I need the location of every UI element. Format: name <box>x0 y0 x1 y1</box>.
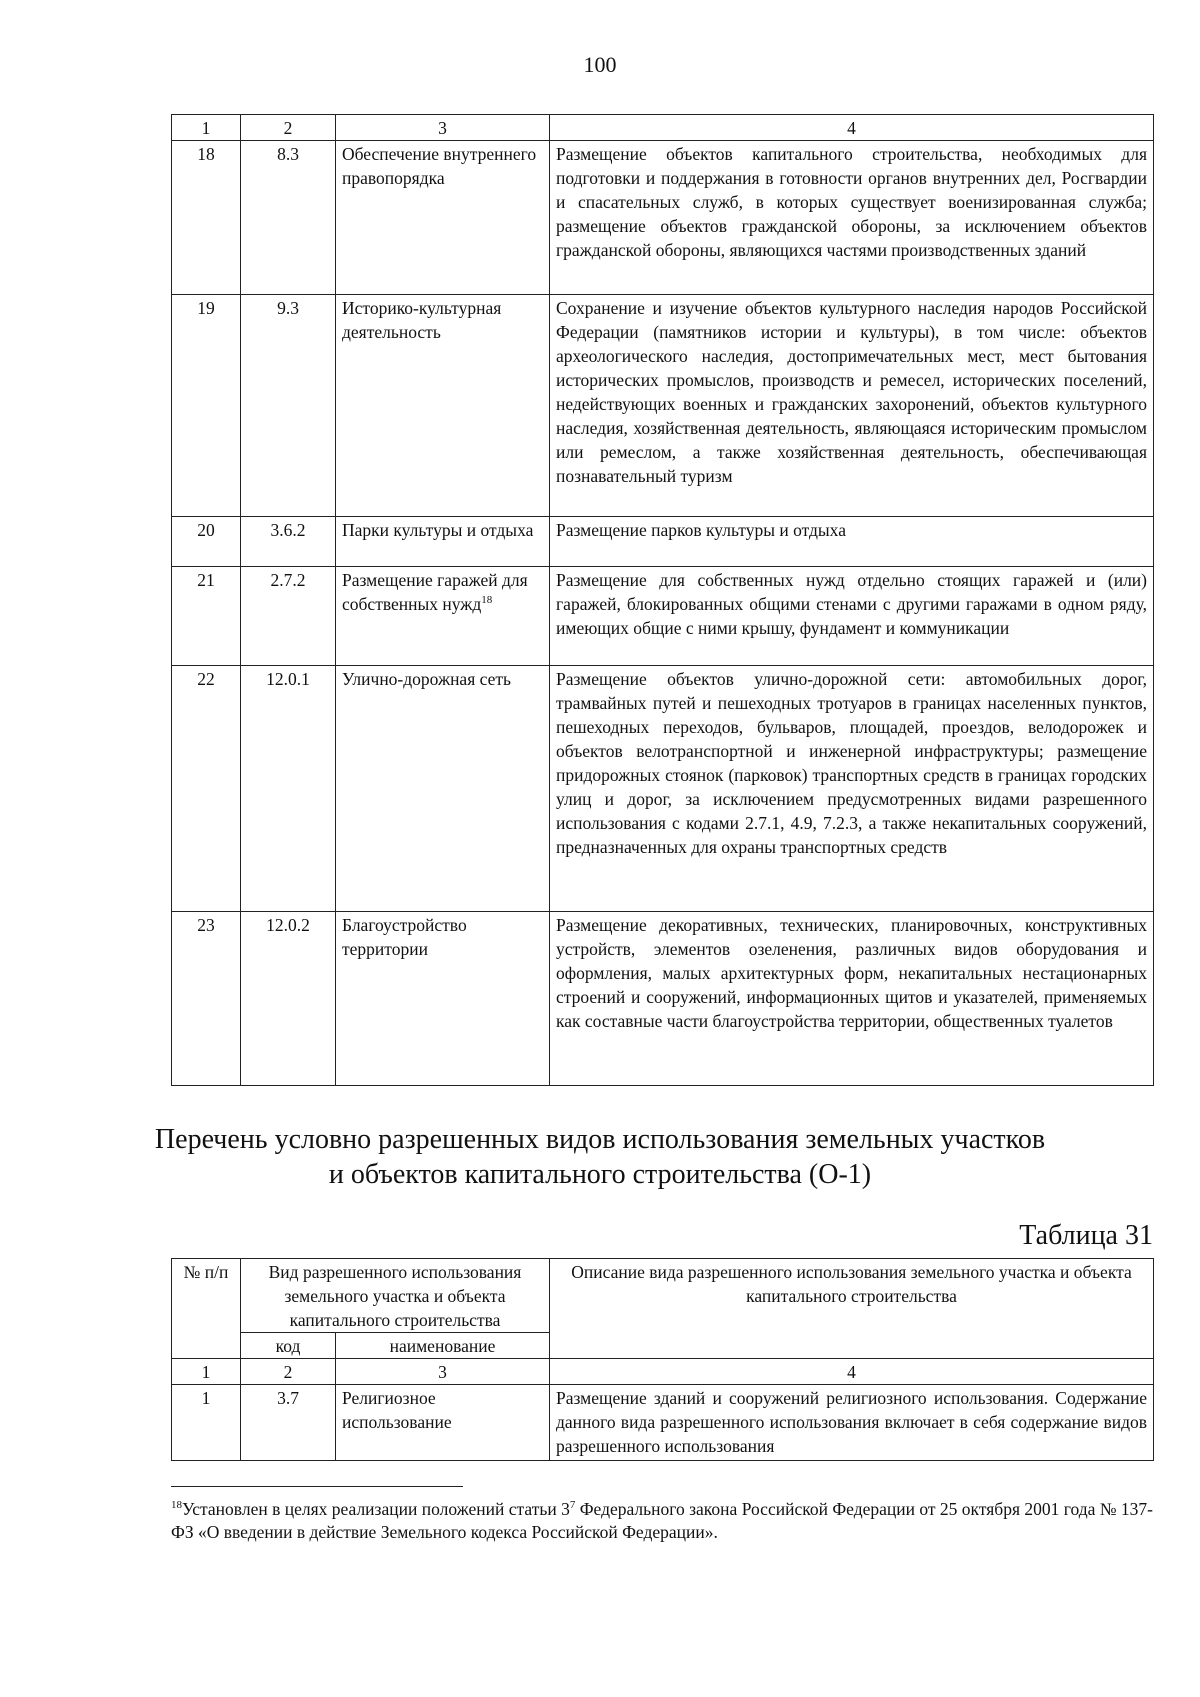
table-caption: Таблица 31 <box>1019 1220 1153 1251</box>
column-number-cell: 1 <box>172 115 241 141</box>
row-name-cell: Религиозное использование <box>336 1385 550 1461</box>
row-name-text: Размещение гаражей для собственных нужд <box>342 570 528 614</box>
column-number-cell: 2 <box>241 115 336 141</box>
section-title-line: Перечень условно разрешенных видов использования земельных участков <box>154 1124 1046 1155</box>
column-number-cell: 3 <box>336 1359 550 1385</box>
column-number-cell: 3 <box>336 115 550 141</box>
table-row <box>172 517 1154 567</box>
row-name-cell: Парки культуры и отдыха <box>336 517 550 567</box>
table-row <box>172 295 1154 517</box>
table-column-number-row <box>172 115 1154 141</box>
header-description-cell: Описание вида разрешенного использования земельного участка и объекта капитального строительства <box>550 1259 1154 1359</box>
page-number: 100 <box>583 52 617 77</box>
header-kind-cell: Вид разрешенного использования земельного участка и объекта капитального строительства <box>241 1259 550 1333</box>
row-number-cell: 22 <box>172 666 241 912</box>
footnote <box>171 1498 1153 1544</box>
row-description-cell: Размещение зданий и сооружений религиозного использования. Содержание данного вида разрешенного использования включает в себя содержание видов разрешенного использования <box>550 1385 1154 1461</box>
header-code-cell: код <box>241 1333 336 1359</box>
table-row <box>172 912 1154 1086</box>
row-code-cell: 8.3 <box>241 141 336 295</box>
row-description-cell: Размещение для собственных нужд отдельно стоящих гаражей и (или) гаражей, блокированных общими стенами с другими гаражами в одном ряду, имеющих общие с ними крышу, фундамент и коммуникации <box>550 567 1154 666</box>
row-number-cell: 19 <box>172 295 241 517</box>
row-code-cell: 9.3 <box>241 295 336 517</box>
row-name-cell: Улично-дорожная сеть <box>336 666 550 912</box>
column-number-cell: 4 <box>550 115 1154 141</box>
row-code-cell: 3.6.2 <box>241 517 336 567</box>
row-code-cell: 12.0.2 <box>241 912 336 1086</box>
table-row <box>172 567 1154 666</box>
row-number-cell: 1 <box>172 1385 241 1461</box>
row-name-cell <box>336 567 550 666</box>
row-description-cell: Размещение парков культуры и отдыха <box>550 517 1154 567</box>
row-code-cell: 3.7 <box>241 1385 336 1461</box>
row-description-cell: Размещение объектов улично-дорожной сети: автомобильных дорог, трамвайных путей и пешеходных тротуаров в границах населенных пунктов, пешеходных переходов, бульваров, площадей, проездов, велодорожек и объектов велотранспортной и инженерной инфраструктуры; размещение придорожных стоянок (парковок) транспортных средств в границах городских улиц и дорог, за исключением предусмотренных видами разрешенного использования с кодами 2.7.1, 4.9, 7.2.3, а также некапитальных сооружений, предназначенных для охраны транспортных средств <box>550 666 1154 912</box>
section-title <box>0 1122 1200 1192</box>
table-column-number-row <box>172 1359 1154 1385</box>
row-name-cell: Историко-культурная деятельность <box>336 295 550 517</box>
row-name-cell: Обеспечение внутреннего правопорядка <box>336 141 550 295</box>
row-name-cell: Благоустройство территории <box>336 912 550 1086</box>
table-row <box>172 141 1154 295</box>
row-number-cell: 20 <box>172 517 241 567</box>
footnote-marker: 18 <box>171 1499 182 1512</box>
row-description-cell: Размещение объектов капитального строительства, необходимых для подготовки и поддержания в готовности органов внутренних дел, Росгвардии и спасательных служб, в которых существует военизированная служба; размещение объектов гражданской обороны, за исключением объектов гражданской обороны, являющихся частями производственных зданий <box>550 141 1154 295</box>
row-description-cell: Сохранение и изучение объектов культурного наследия народов Российской Федерации (памятников истории и культуры), в том числе: объектов археологического наследия, достопримечательных мест, мест бытования исторических промыслов, производств и ремесел, исторических поселений, недействующих военных и гражданских захоронений, объектов культурного наследия, хозяйственная деятельность, являющаяся историческим промыслом или ремеслом, а также хозяйственная деятельность, обеспечивающая познавательный туризм <box>550 295 1154 517</box>
footnote-separator <box>171 1486 463 1487</box>
row-number-cell: 18 <box>172 141 241 295</box>
footnote-text: Установлен в целях реализации положений статьи 3 <box>182 1499 570 1519</box>
column-number-cell: 4 <box>550 1359 1154 1385</box>
footnote-text-continued: Федерального закона Российской Федерации от 25 октября 2001 года № 137-ФЗ «О введении в действие Земельного кодекса Российской Федерации». <box>171 1499 1153 1542</box>
row-description-cell: Размещение декоративных, технических, планировочных, конструктивных устройств, элементов озеленения, различных видов оборудования и оформления, малых архитектурных форм, некапитальных нестационарных строений и сооружений, информационных щитов и указателей, применяемых как составные части благоустройства территории, общественных туалетов <box>550 912 1154 1086</box>
table-row <box>172 666 1154 912</box>
conditional-use-table <box>171 1258 1154 1461</box>
column-number-cell: 2 <box>241 1359 336 1385</box>
header-number-cell: № п/п <box>172 1259 241 1359</box>
table-row <box>172 1385 1154 1461</box>
row-number-cell: 21 <box>172 567 241 666</box>
land-use-table-continued <box>171 114 1154 1086</box>
row-code-cell: 2.7.2 <box>241 567 336 666</box>
row-code-cell: 12.0.1 <box>241 666 336 912</box>
article-superscript: 7 <box>569 1499 576 1512</box>
row-number-cell: 23 <box>172 912 241 1086</box>
footnote-reference: 18 <box>481 594 493 607</box>
column-number-cell: 1 <box>172 1359 241 1385</box>
section-title-line: и объектов капитального строительства (О-1) <box>328 1159 872 1190</box>
header-name-cell: наименование <box>336 1333 550 1359</box>
